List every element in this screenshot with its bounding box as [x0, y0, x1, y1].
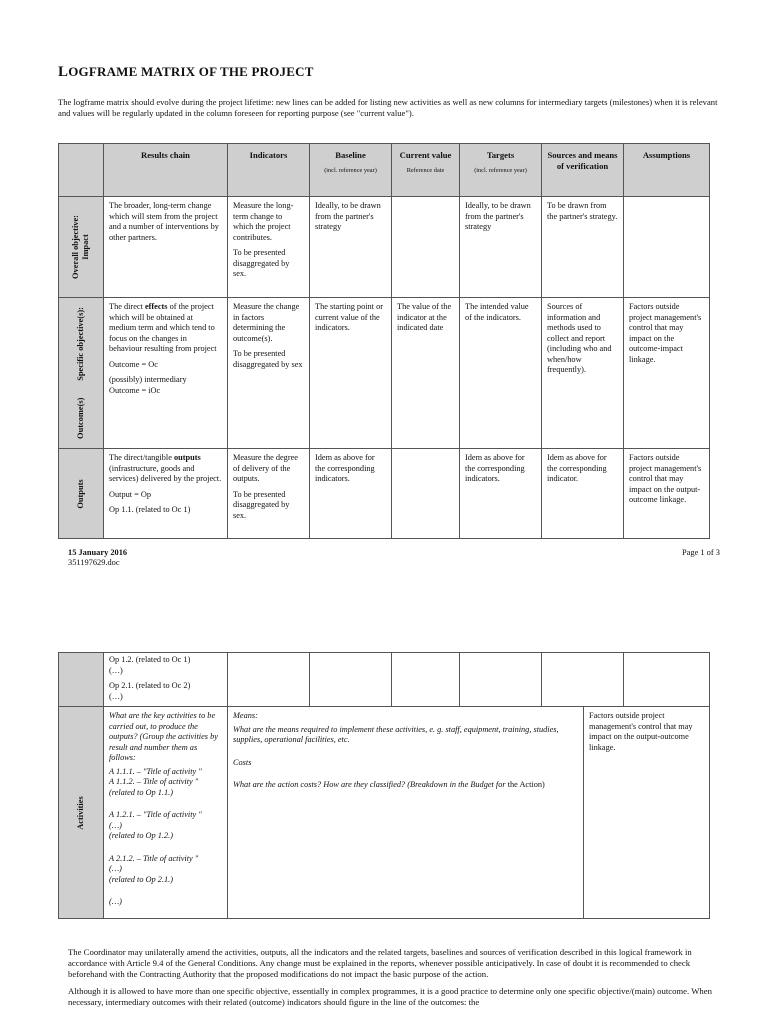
outputs-baseline: Idem as above for the corresponding indicators. — [310, 449, 392, 539]
header-row — [59, 144, 710, 197]
outcome-sources: Sources of information and methods used to collect and report (including who and when/how frequently). — [542, 298, 624, 449]
logframe-table — [58, 143, 710, 539]
activities-assumptions: Factors outside project management's control that may impact on the output-outcome linkage. — [584, 707, 710, 919]
activities-label: Activities — [59, 707, 104, 919]
impact-indicators: Measure the long-term change to which the project contributes. To be presented disaggregated by sex. — [228, 197, 310, 298]
impact-targets: Ideally, to be drawn from the partner's strategy — [460, 197, 542, 298]
outputs-current — [392, 449, 460, 539]
page-footer-left — [68, 548, 127, 568]
outputs-label-continued — [59, 653, 104, 707]
logframe-table-continued — [58, 652, 710, 707]
bottom-paragraph-1: The Coordinator may unilaterally amend the activities, outputs, all the indicators and the related targets, baselines and sources of verification described in this logical framework in accordance with Article 9.4 of the General Conditions. Any change must be explained in the reports, whenever possible anticipatively. In case of doubt it is recommended to check beforehand with the Contracting Authority that the proposed modifications do not impact the basic purpose of the action. — [68, 947, 692, 979]
activities-row — [59, 707, 710, 919]
outputs-indicators: Measure the degree of delivery of the outputs. To be presented disaggregated by sex. — [228, 449, 310, 539]
outcome-results-chain: The direct effects of the project which will be obtained at medium term and which tend to focus on the changes in behaviour resulting from project Outcome = Oc (possibly) intermediary Outcome = iOc — [104, 298, 228, 449]
outputs-results-chain: The direct/tangible outputs (infrastructure, goods and services) delivered by the project. Output = Op Op 1.1. (related to Oc 1) — [104, 449, 228, 539]
header-blank — [59, 144, 104, 197]
outcome-label: Outcome(s) Specific objective(s): — [59, 298, 104, 449]
header-baseline: Baseline (incl. reference year) — [310, 144, 392, 197]
impact-row — [59, 197, 710, 298]
impact-results-chain: The broader, long-term change which will stem from the project and a number of interventions by other partners. — [104, 197, 228, 298]
outcome-indicators: Measure the change in factors determining the outcome(s). To be presented disaggregated by sex — [228, 298, 310, 449]
impact-sources: To be drawn from the partner's strategy. — [542, 197, 624, 298]
footer-doc: 351197629.doc — [68, 558, 120, 567]
outputs-assumptions: Factors outside project management's control that may impact on the output-outcome linkage. — [624, 449, 710, 539]
outcome-baseline: The starting point or current value of the indicators. — [310, 298, 392, 449]
outputs-row-continued — [59, 653, 710, 707]
bottom-text — [68, 947, 728, 1014]
header-assumptions: Assumptions — [624, 144, 710, 197]
activities-description: What are the key activities to be carried out, to produce the outputs? (Group the activities by result and number them as follows: A 1.1.1. – "Title of activity " A 1.1.2. – Title of activity " (related to Op 1.1.) A 1.2.1. – "Title of activity " (…) (related to Op 1.2.) A 2.1.2. – Title of activity " (…) (related to Op 2.1.) (…) — [104, 707, 228, 919]
activities-means: Means: What are the means required to implement these activities, e. g. staff, equipment, training, studies, supplies, operational facilities, etc. Costs What are the action costs? How are they classified? (Breakdown in the Budget for the Action) — [228, 707, 584, 919]
footer-date: 15 January 2016 — [68, 548, 128, 557]
impact-baseline: Ideally, to be drawn from the partner's strategy — [310, 197, 392, 298]
header-current-value: Current value Reference date — [392, 144, 460, 197]
bottom-paragraph-2: Although it is allowed to have more than one specific objective, essentially in complex programmes, it is a good practice to determine only one specific objective/(main) outcome. When necessary, intermediary outcomes with their related (outcome) indicators should figure in the line of the outcomes: the — [68, 986, 712, 1007]
outputs-label: Outputs — [59, 449, 104, 539]
outputs-sources: Idem as above for the corresponding indicator. — [542, 449, 624, 539]
outcome-row — [59, 298, 710, 449]
outputs-row — [59, 449, 710, 539]
page-title: LOGFRAME MATRIX OF THE PROJECT — [58, 64, 314, 80]
impact-assumptions — [624, 197, 710, 298]
header-targets: Targets (incl. reference year) — [460, 144, 542, 197]
outputs-targets: Idem as above for the corresponding indicators. — [460, 449, 542, 539]
outcome-current: The value of the indicator at the indicated date — [392, 298, 460, 449]
impact-current — [392, 197, 460, 298]
intro-paragraph: The logframe matrix should evolve during the project lifetime: new lines can be added for listing new activities as well as new columns for intermediary targets (milestones) when it is relevant and values will be regularly updated in the column foreseen for reporting purpose (see "current value"). — [58, 97, 718, 118]
impact-label: Overall objective: Impact — [59, 197, 104, 298]
header-results-chain: Results chain — [104, 144, 228, 197]
header-indicators: Indicators — [228, 144, 310, 197]
footer-page-number: Page 1 of 3 — [682, 548, 720, 557]
outcome-assumptions: Factors outside project management's control that may impact on the outcome-impact linkage. — [624, 298, 710, 449]
outcome-targets: The intended value of the indicators. — [460, 298, 542, 449]
activities-table — [58, 706, 710, 919]
outputs-continued-results: Op 1.2. (related to Oc 1) (…) Op 2.1. (related to Oc 2) (…) — [104, 653, 228, 707]
header-sources: Sources and means of verification — [542, 144, 624, 197]
